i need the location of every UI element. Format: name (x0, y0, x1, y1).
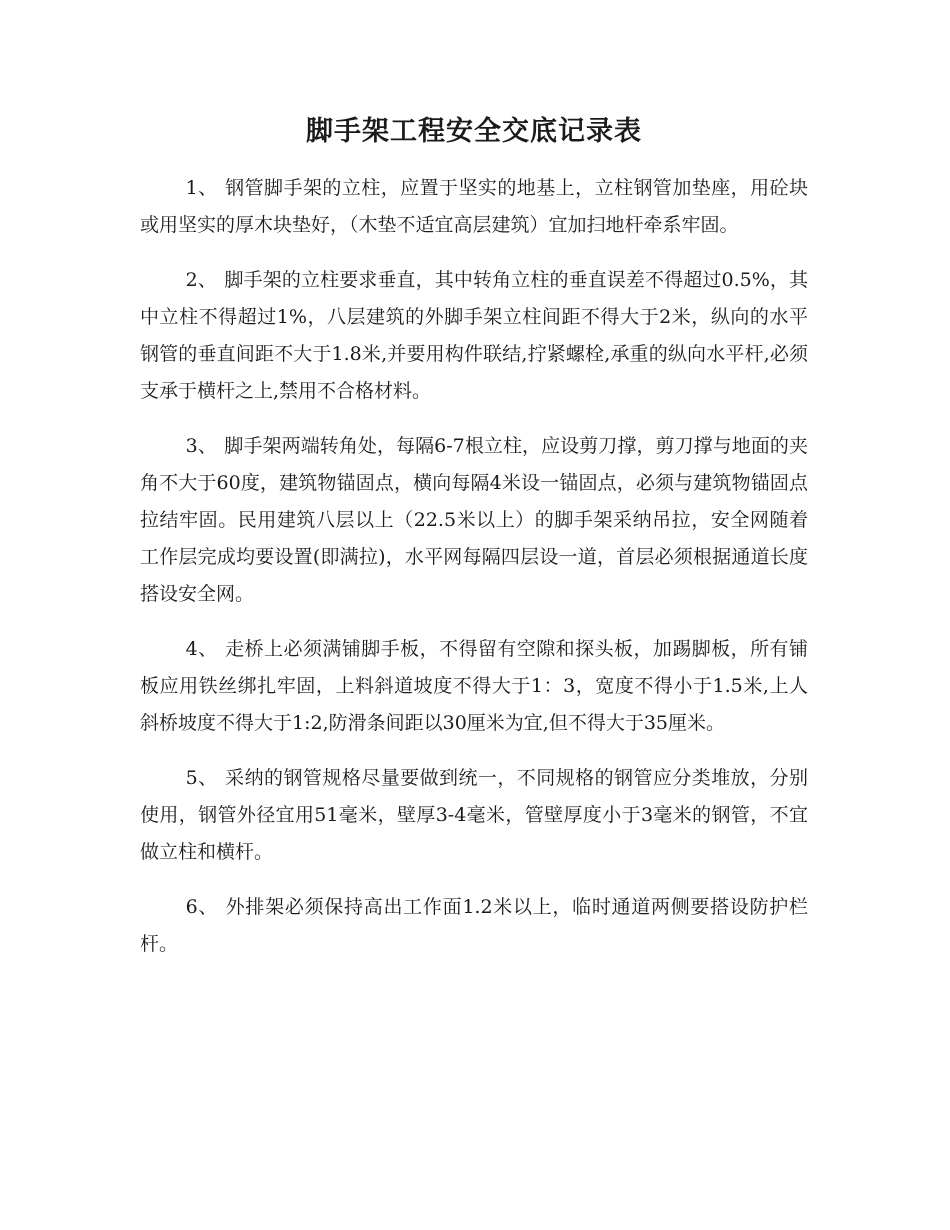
clause-4 (140, 631, 808, 742)
clause-1 (140, 170, 808, 244)
clause-5 (140, 760, 808, 871)
clause-number: 4、 (185, 638, 218, 660)
clause-text: 外排架必须保持高出工作面1.2米以上，临时通道两侧要搭设防护栏杆。 (140, 896, 809, 955)
document-title: 脚手架工程安全交底记录表 (306, 116, 642, 147)
clause-number: 6、 (185, 896, 219, 918)
document-page (140, 108, 808, 981)
clause-3 (140, 428, 808, 613)
clause-number: 1、 (185, 177, 218, 199)
clause-text: 脚手架两端转角处，每隔6-7根立柱，应设剪刀撑，剪刀撑与地面的夹角不大于60度，建筑物锚固点，横向每隔4米设一锚固点，必须与建筑物锚固点拉结牢固。民用建筑八层以上（22.5米以上）的脚手架采纳吊拉，安全网随着工作层完成均要设置(即满拉)，水平网每隔四层设一道，首层必须根据通道长度搭设安全网。 (140, 435, 808, 605)
clause-2 (140, 262, 808, 410)
clause-number: 5、 (185, 767, 218, 789)
clause-text: 走桥上必须满铺脚手板，不得留有空隙和探头板，加踢脚板，所有铺板应用铁丝绑扎牢固，上料斜道坡度不得大于1：3，宽度不得小于1.5米,上人斜桥坡度不得大于1:2,防滑条间距以30厘米为宜,但不得大于35厘米。 (140, 638, 808, 734)
clause-number: 3、 (185, 435, 217, 457)
clause-text: 采纳的钢管规格尽量要做到统一，不同规格的钢管应分类堆放，分别使用，钢管外径宜用51毫米，壁厚3-4毫米，管壁厚度小于3毫米的钢管，不宜做立柱和横杆。 (140, 767, 808, 863)
clause-number: 2、 (185, 269, 217, 291)
clause-6 (140, 889, 808, 963)
clause-text: 脚手架的立柱要求垂直，其中转角立柱的垂直误差不得超过0.5%，其中立柱不得超过1%，八层建筑的外脚手架立柱间距不得大于2米，纵向的水平钢管的垂直间距不大于1.8米,并要用构件联结,拧紧螺栓,承重的纵向水平杆,必须支承于横杆之上,禁用不合格材料。 (140, 269, 808, 402)
clause-text: 钢管脚手架的立柱，应置于坚实的地基上，立柱钢管加垫座，用砼块或用坚实的厚木块垫好，（木垫不适宜高层建筑）宜加扫地杆牵系牢固。 (140, 177, 808, 236)
